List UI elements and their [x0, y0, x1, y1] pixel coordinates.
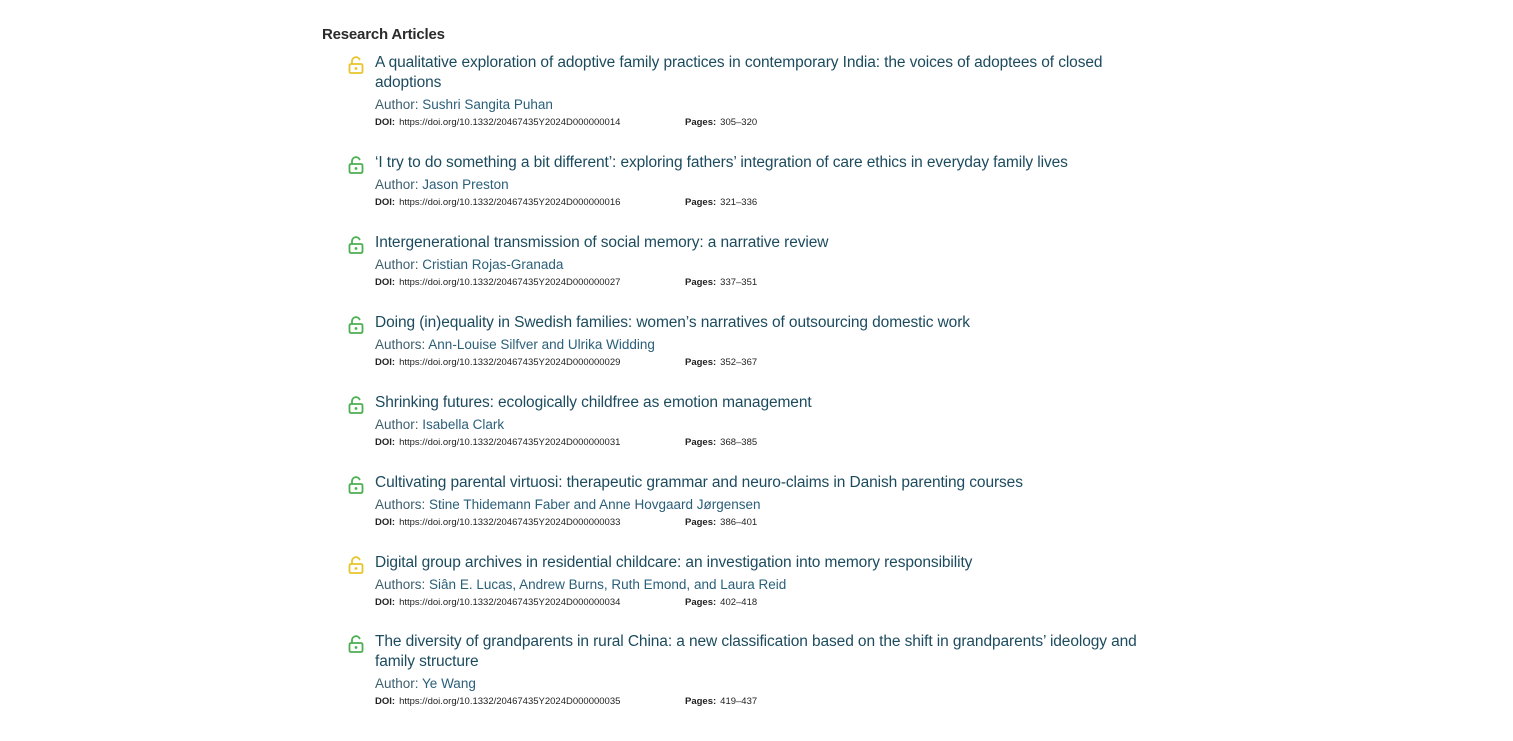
article-item	[350, 313, 1170, 369]
doi-link[interactable]: https://doi.org/10.1332/20467435Y2024D000000035	[399, 696, 621, 707]
open-access-lock-icon	[348, 556, 364, 574]
doi-label: DOI:	[375, 597, 396, 608]
article-authors	[375, 336, 1170, 354]
pages-info	[685, 517, 757, 529]
pages-value: 368–385	[720, 437, 758, 448]
author-label: Author:	[375, 97, 419, 112]
doi-link[interactable]: https://doi.org/10.1332/20467435Y2024D000000029	[399, 357, 621, 368]
open-access-lock-icon	[348, 316, 364, 334]
article-item	[350, 473, 1170, 529]
pages-label: Pages:	[685, 517, 717, 528]
article-title-link[interactable]: The diversity of grandparents in rural China: a new classification based on the shift in grandparents’ ideology and family structure	[375, 633, 1137, 670]
doi-link[interactable]: https://doi.org/10.1332/20467435Y2024D000000031	[399, 437, 621, 448]
pages-info	[685, 357, 757, 369]
author-link[interactable]: Siân E. Lucas, Andrew Burns, Ruth Emond, and Laura Reid	[429, 577, 787, 592]
article-item	[350, 393, 1170, 449]
author-link[interactable]: Cristian Rojas-Granada	[422, 257, 564, 272]
article-item	[350, 233, 1170, 289]
article-meta	[375, 437, 1170, 449]
pages-label: Pages:	[685, 277, 717, 288]
open-access-lock-icon	[348, 156, 364, 174]
article-authors	[375, 496, 1170, 514]
article-item	[350, 153, 1170, 209]
doi-label: DOI:	[375, 517, 396, 528]
doi-label: DOI:	[375, 117, 396, 128]
article-meta	[375, 517, 1170, 529]
author-link[interactable]: Stine Thidemann Faber and Anne Hovgaard Jørgensen	[429, 497, 761, 512]
pages-value: 321–336	[720, 197, 758, 208]
doi-link[interactable]: https://doi.org/10.1332/20467435Y2024D000000016	[399, 197, 621, 208]
article-authors	[375, 416, 1170, 434]
pages-info	[685, 197, 757, 209]
author-link[interactable]: Ann-Louise Silfver and Ulrika Widding	[428, 337, 655, 352]
doi-label: DOI:	[375, 437, 396, 448]
doi-link[interactable]: https://doi.org/10.1332/20467435Y2024D000000033	[399, 517, 621, 528]
article-title-link[interactable]: A qualitative exploration of adoptive family practices in contemporary India: the voices of adoptees of closed adoptions	[375, 54, 1103, 91]
pages-info	[685, 597, 757, 609]
article-title-link[interactable]: Shrinking futures: ecologically childfree as emotion management	[375, 394, 812, 411]
article-authors	[375, 675, 1170, 693]
author-label: Authors:	[375, 337, 426, 352]
article-title-link[interactable]: ‘I try to do something a bit different’: exploring fathers’ integration of care ethics in everyday family lives	[375, 154, 1068, 171]
pages-label: Pages:	[685, 117, 717, 128]
article-meta	[375, 117, 1170, 129]
article-authors	[375, 176, 1170, 194]
article-meta	[375, 597, 1170, 609]
author-label: Author:	[375, 417, 419, 432]
article-title-link[interactable]: Intergenerational transmission of social memory: a narrative review	[375, 234, 829, 251]
article-meta	[375, 696, 1170, 708]
doi-link[interactable]: https://doi.org/10.1332/20467435Y2024D000000034	[399, 597, 621, 608]
author-label: Authors:	[375, 497, 426, 512]
author-link[interactable]: Isabella Clark	[422, 417, 505, 432]
author-link[interactable]: Jason Preston	[422, 177, 509, 192]
pages-value: 419–437	[720, 696, 758, 707]
doi-label: DOI:	[375, 197, 396, 208]
author-link[interactable]: Ye Wang	[422, 676, 476, 691]
doi-link[interactable]: https://doi.org/10.1332/20467435Y2024D000000014	[399, 117, 621, 128]
pages-info	[685, 277, 757, 289]
pages-value: 386–401	[720, 517, 758, 528]
article-authors	[375, 256, 1170, 274]
article-title-link[interactable]: Cultivating parental virtuosi: therapeutic grammar and neuro-claims in Danish parenting courses	[375, 474, 1023, 491]
pages-info	[685, 696, 757, 708]
pages-value: 402–418	[720, 597, 758, 608]
article-meta	[375, 357, 1170, 369]
open-access-lock-icon	[348, 396, 364, 414]
pages-label: Pages:	[685, 437, 717, 448]
pages-label: Pages:	[685, 597, 717, 608]
article-item	[350, 632, 1170, 708]
pages-value: 352–367	[720, 357, 758, 368]
doi-label: DOI:	[375, 357, 396, 368]
article-item	[350, 53, 1170, 129]
pages-label: Pages:	[685, 357, 717, 368]
article-authors	[375, 96, 1170, 114]
article-title-link[interactable]: Digital group archives in residential childcare: an investigation into memory responsibility	[375, 554, 973, 571]
author-label: Author:	[375, 676, 419, 691]
pages-value: 305–320	[720, 117, 758, 128]
doi-link[interactable]: https://doi.org/10.1332/20467435Y2024D000000027	[399, 277, 621, 288]
article-title-link[interactable]: Doing (in)equality in Swedish families: women’s narratives of outsourcing domestic work	[375, 314, 970, 331]
author-label: Authors:	[375, 577, 426, 592]
doi-label: DOI:	[375, 277, 396, 288]
article-item	[350, 553, 1170, 609]
author-label: Author:	[375, 177, 419, 192]
pages-label: Pages:	[685, 696, 717, 707]
pages-value: 337–351	[720, 277, 758, 288]
doi-label: DOI:	[375, 696, 396, 707]
pages-info	[685, 437, 757, 449]
author-label: Author:	[375, 257, 419, 272]
research-articles-section	[322, 26, 1182, 52]
section-heading: Research Articles	[322, 26, 445, 43]
open-access-lock-icon	[348, 236, 364, 254]
pages-label: Pages:	[685, 197, 717, 208]
article-meta	[375, 277, 1170, 289]
article-meta	[375, 197, 1170, 209]
open-access-lock-icon	[348, 476, 364, 494]
open-access-lock-icon	[348, 635, 364, 653]
open-access-lock-icon	[348, 56, 364, 74]
article-authors	[375, 576, 1170, 594]
pages-info	[685, 117, 757, 129]
author-link[interactable]: Sushri Sangita Puhan	[422, 97, 553, 112]
